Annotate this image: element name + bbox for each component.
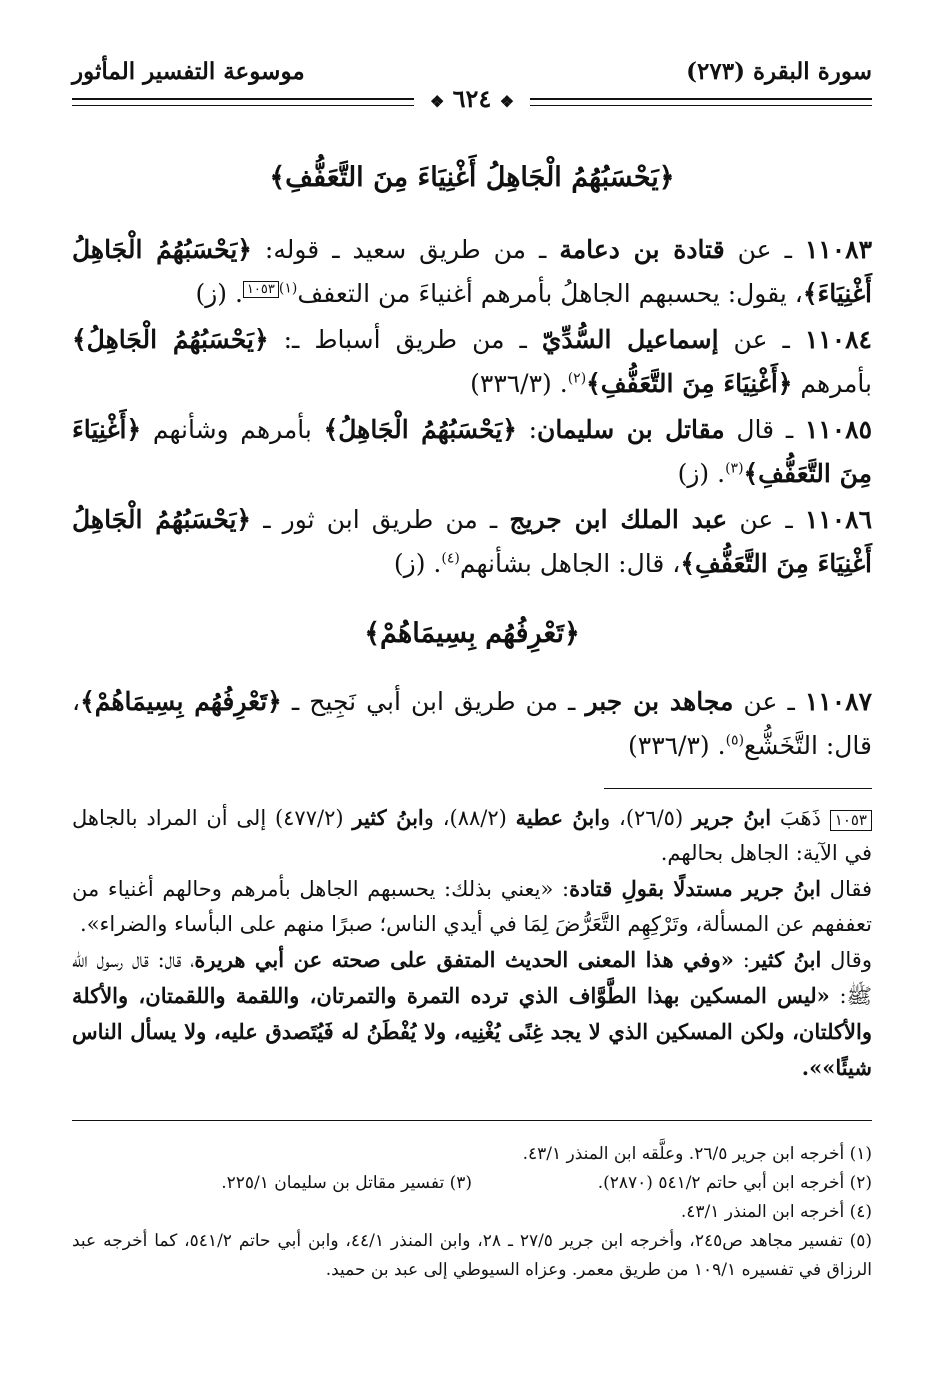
- narrator-name: مقاتل بن سليمان: [537, 415, 725, 444]
- header-rule: [72, 84, 872, 114]
- entry-number: ١١٠٨٦: [804, 505, 873, 534]
- quran-quote: ﴿يَحْسَبُهُمُ الْجَاهِلُ أَغْنِيَاءَ مِنَ التَّعَفُّفِ﴾: [72, 505, 872, 578]
- book-title: موسوعة التفسير المأثور: [72, 58, 305, 85]
- surah-title: سورة البقرة (٢٧٣): [686, 58, 872, 85]
- commentary-separator: [604, 788, 872, 789]
- commentary-paragraph: وقال ابنُ كثير: «وفي هذا المعنى الحديث المتفق على صحته عن أبي هريرة، قال: قال رسول الله ﷺ: «ليس المسكين بهذا الطَّوَّاف الذي ترده التمرة والتمرتان، واللقمة واللقمتان، والأكلة والأكلتان، ولكن المسكين الذي لا يجد غِنًى يُغْنِيه، ولا يُفْطَنُ له فَيُتَصدق عليه، ولا يسأل الناس شيئًا»».: [72, 947, 872, 1080]
- commentary-paragraph: ١٠٥٣ ذَهَبَ ابنُ جرير (٢٦/٥)، وابنُ عطية (٨٨/٢)، وابنُ كثير (٤٧٧/٢) إلى أن المراد بالجاهل في الآية: الجاهل بحالهم.: [72, 805, 872, 865]
- narration-entry: ١١٠٨٥ ـ قال مقاتل بن سليمان: ﴿يَحْسَبُهُمُ الْجَاهِلُ﴾ بأمرهم وشأنهم ﴿أَغْنِيَاءَ مِنَ التَّعَفُّفِ﴾$^{(٣)}$. (ز): [72, 415, 872, 488]
- narrator-name: عبد الملك ابن جريج: [509, 505, 728, 534]
- footnote-separator: [72, 1120, 872, 1121]
- quran-quote: ﴿يَحْسَبُهُمُ الْجَاهِلُ﴾: [323, 415, 517, 444]
- commentary-paragraph: فقال ابنُ جرير مستدلًا بقولِ قتادة: «يعني بذلك: يحسبهم الجاهل بأمرهم وحالهم أغنياء من تعففهم عن المسألة، وتَرْكِهِم التَّعَرُّضَ لِمَا في أيدي الناس؛ صبرًا منهم على البأساء والضراء».: [72, 876, 872, 936]
- entry-number: ١١٠٨٧: [804, 687, 872, 716]
- footnote-2: (٢) أخرجه ابن أبي حاتم ٥٤١/٢ (٢٨٧٠).: [597, 1173, 872, 1193]
- quran-quote: ﴿يَحْسَبُهُمُ الْجَاهِلُ أَغْنِيَاءَ﴾: [72, 235, 872, 308]
- entry-number: ١١٠٨٣: [804, 235, 873, 264]
- footnote-ref: (٤): [441, 550, 460, 567]
- narrator-name: مجاهد بن جبر: [585, 687, 734, 716]
- footnote-4: (٤) أخرجه ابن المنذر ٤٣/١.: [680, 1202, 872, 1222]
- verse-heading: ﴿يَحْسَبُهُمُ الْجَاهِلُ أَغْنِيَاءَ مِنَ التَّعَفُّفِ﴾: [269, 162, 675, 193]
- quran-quote: ﴿يَحْسَبُهُمُ الْجَاهِلُ﴾: [72, 325, 269, 354]
- footnote-ref: (٣): [725, 460, 744, 477]
- footnote-ref: (١): [278, 280, 298, 297]
- footnotes: [72, 1140, 872, 1285]
- rule-left: [72, 98, 414, 106]
- commentary-ref: ١٠٥٣: [243, 281, 279, 298]
- narrator-name: إسماعيل السُّدِّيّ: [541, 325, 719, 354]
- entry-number: ١١٠٨٥: [804, 415, 872, 444]
- narration-entry: ١١٠٨٦ ـ عن عبد الملك ابن جريج ـ من طريق ابن ثور ـ ﴿يَحْسَبُهُمُ الْجَاهِلُ أَغْنِيَاءَ مِنَ التَّعَفُّفِ﴾، قال: الجاهل بشأنهم$^{(٤)}$. (ز): [72, 505, 873, 578]
- footnote-ref: (٢): [567, 370, 587, 387]
- quran-quote: ﴿تَعْرِفُهُم بِسِيمَاهُمْ﴾: [80, 687, 282, 716]
- footnote-3: (٣) تفسير مقاتل بن سليمان ٢٢٥/١.: [221, 1173, 472, 1193]
- footnote-row: [72, 1169, 872, 1198]
- footnote-5: (٥) تفسير مجاهد ص٢٤٥، وأخرجه ابن جرير ٢٧/٥ ـ ٢٨، وابن المنذر ٤٤/١، وابن أبي حاتم ٥٤١/٢، كما أخرجه عبد الرزاق في تفسيره ١٠٩/١ من طريق معمر. وعزاه السيوطي إلى عبد بن حميد.: [72, 1231, 872, 1280]
- page-number: ٦٢٤: [452, 84, 492, 113]
- entry-number: ١١٠٨٤: [804, 325, 872, 354]
- quran-quote: ﴿أَغْنِيَاءَ مِنَ التَّعَفُّفِ﴾: [72, 415, 872, 488]
- commentary-block: [72, 800, 872, 1086]
- ornament-icon: ❖: [429, 92, 445, 111]
- verse-heading: ﴿تَعْرِفُهُم بِسِيمَاهُمْ﴾: [364, 618, 580, 649]
- ornament-icon: ❖: [499, 92, 515, 111]
- narration-entry: ١١٠٨٤ ـ عن إسماعيل السُّدِّيّ ـ من طريق أسباط ـ: ﴿يَحْسَبُهُمُ الْجَاهِلُ﴾ بأمرهم ﴿أَغْنِيَاءَ مِنَ التَّعَفُّفِ﴾$^{(٢)}$. (٣٣٦/٣): [72, 325, 872, 398]
- hadith-quote: «ليس المسكين بهذا الطَّوَّاف الذي ترده التمرة والتمرتان، واللقمة واللقمتان، والأكلة والأكلتان، ولكن المسكين الذي لا يجد غِنًى يُغْنِيه، ولا يُفْطَنُ له فَيُتَصدق عليه، ولا يسأل الناس شيئًا»».: [72, 983, 872, 1080]
- rule-right: [530, 98, 872, 106]
- commentary-number: ١٠٥٣: [830, 810, 872, 831]
- narrator-name: قتادة بن دعامة: [559, 235, 725, 264]
- narration-entry: ١١٠٨٣ ـ عن قتادة بن دعامة ـ من طريق سعيد ـ قوله: ﴿يَحْسَبُهُمُ الْجَاهِلُ أَغْنِيَاءَ﴾، يقول: يحسبهم الجاهلُ بأمرهم أغنياءَ من التعفف$^{(١)}$١٠٥٣. (ز): [72, 235, 873, 308]
- quran-quote: ﴿أَغْنِيَاءَ مِنَ التَّعَفُّفِ﴾: [586, 369, 793, 398]
- narration-entry: ١١٠٨٧ ـ عن مجاهد بن جبر ـ من طريق ابن أبي نَجِيح ـ ﴿تَعْرِفُهُم بِسِيمَاهُمْ﴾، قال: التَّخَشُّع$^{(٥)}$. (٣٣٦/٣): [72, 687, 872, 760]
- footnote-ref: (٥): [725, 732, 745, 749]
- page-number-block: [430, 84, 514, 113]
- footnote-1: (١) أخرجه ابن جرير ٢٦/٥. وعلَّقه ابن المنذر ٤٣/١.: [522, 1144, 872, 1164]
